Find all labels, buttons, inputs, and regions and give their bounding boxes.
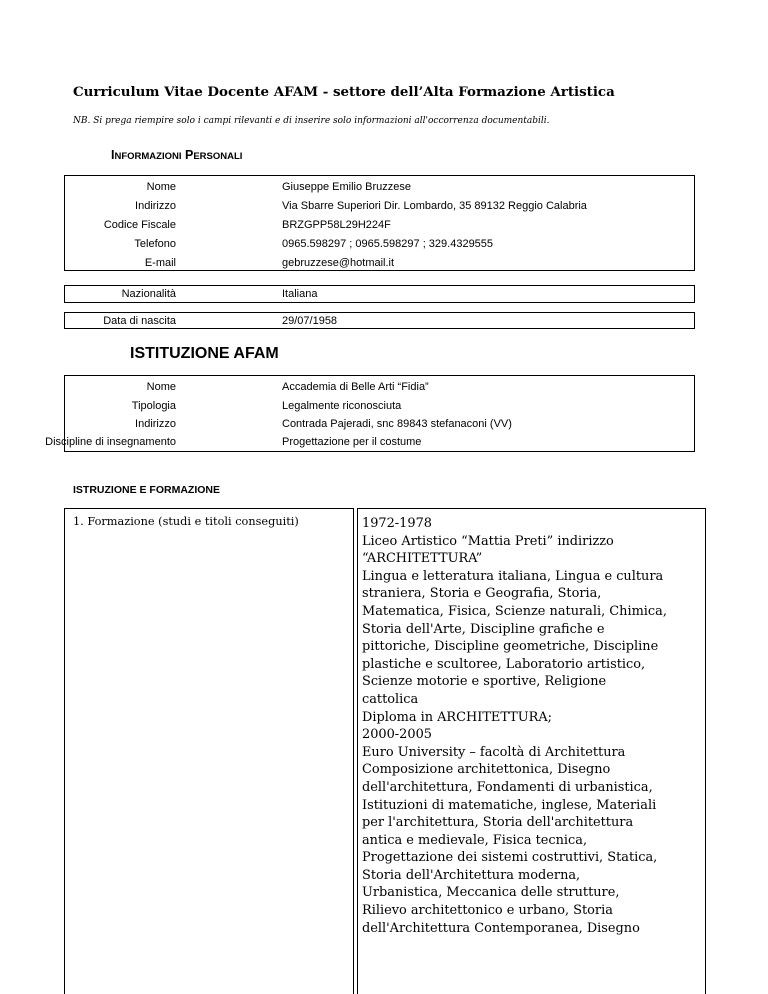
education-line: plastiche e scultoree, Laboratorio artistico, bbox=[362, 656, 646, 672]
education-line: Scienze motorie e sportive, Religione bbox=[362, 674, 607, 690]
education-line: Euro University – facoltà di Architettura bbox=[362, 744, 626, 760]
field-value: 29/07/1958 bbox=[282, 315, 338, 327]
field-value: Legalmente riconosciuta bbox=[282, 400, 402, 412]
field-value: Accademia di Belle Arti “Fidia” bbox=[282, 381, 429, 393]
education-line: 2000-2005 bbox=[362, 727, 432, 743]
field-value: Contrada Pajeradi, snc 89843 stefanaconi (VV) bbox=[282, 418, 512, 430]
field-label: Codice Fiscale bbox=[103, 219, 176, 231]
field-label: Indirizzo bbox=[135, 418, 176, 430]
education-line: Diploma in ARCHITETTURA; bbox=[362, 709, 552, 725]
education-line: dell'architettura, Fondamenti di urbanistica, bbox=[362, 779, 653, 795]
field-value: Italiana bbox=[282, 288, 318, 300]
education-line: Istituzioni di matematiche, inglese, Materiali bbox=[362, 797, 657, 813]
education-heading: ISTRUZIONE E FORMAZIONE bbox=[73, 484, 220, 496]
education-line: dell'Architettura Contemporanea, Disegno bbox=[362, 920, 640, 936]
education-label-cell bbox=[64, 508, 354, 994]
field-label: Discipline di insegnamento bbox=[45, 436, 176, 448]
field-label: Telefono bbox=[134, 238, 176, 250]
education-line: Matematica, Fisica, Scienze naturali, Chimica, bbox=[362, 603, 667, 619]
field-label: Tipologia bbox=[131, 400, 176, 412]
field-label: Nome bbox=[146, 381, 176, 393]
instructions-note: NB. Si prega riempire solo i campi rilevanti e di inserire solo informazioni all'occorrenza documentabili. bbox=[73, 116, 550, 126]
education-item-label: 1. Formazione (studi e titoli conseguiti) bbox=[73, 515, 299, 528]
afam-row-disciplines bbox=[45, 431, 694, 453]
education-line: cattolica bbox=[362, 691, 419, 707]
education-content-cell bbox=[357, 508, 706, 994]
education-text bbox=[362, 515, 702, 937]
heading-initial: P bbox=[185, 148, 194, 162]
personal-info-box bbox=[64, 175, 695, 271]
education-line: “ARCHITETTURA” bbox=[362, 551, 483, 567]
personal-info-heading bbox=[111, 148, 242, 162]
education-line: Composizione architettonica, Disegno bbox=[362, 762, 611, 778]
field-label: Data di nascita bbox=[103, 315, 176, 327]
education-line: pittoriche, Discipline geometriche, Discipline bbox=[362, 639, 659, 655]
info-row-email bbox=[65, 252, 694, 274]
field-value: gebruzzese@hotmail.it bbox=[282, 257, 395, 269]
afam-heading: ISTITUZIONE AFAM bbox=[130, 345, 279, 362]
document-title: Curriculum Vitae Docente AFAM - settore dell’Alta Formazione Artistica bbox=[73, 84, 615, 100]
heading-rest: ERSONALI bbox=[193, 151, 243, 162]
field-value: 0965.598297 ; 0965.598297 ; 329.4329555 bbox=[282, 238, 494, 250]
field-label: Nazionalità bbox=[121, 288, 176, 300]
nationality-box bbox=[64, 285, 695, 303]
education-line: Lingua e letteratura italiana, Lingua e cultura bbox=[362, 568, 664, 584]
education-line: Rilievo architettonico e urbano, Storia bbox=[362, 903, 613, 919]
field-label: E-mail bbox=[144, 257, 176, 269]
heading-rest: NFORMAZIONI bbox=[114, 151, 182, 162]
field-label: Indirizzo bbox=[135, 200, 176, 212]
education-line: Progettazione dei sistemi costruttivi, Statica, bbox=[362, 850, 658, 866]
education-line: Storia dell'Architettura moderna, bbox=[362, 867, 581, 883]
info-row-birthdate bbox=[65, 310, 694, 332]
field-value: Progettazione per il costume bbox=[282, 436, 422, 448]
field-label: Nome bbox=[146, 181, 176, 193]
education-line: Liceo Artistico “Mattia Preti” indirizzo bbox=[362, 533, 614, 549]
heading-initial: I bbox=[111, 148, 115, 162]
info-row-nationality bbox=[65, 283, 694, 305]
field-value: BRZGPP58L29H224F bbox=[282, 219, 391, 231]
education-line: per l'architettura, Storia dell'architettura bbox=[362, 815, 634, 831]
afam-box bbox=[45, 375, 695, 452]
field-value: Via Sbarre Superiori Dir. Lombardo, 35 89132 Reggio Calabria bbox=[282, 200, 587, 212]
field-value: Giuseppe Emilio Bruzzese bbox=[282, 181, 412, 193]
education-line: straniera, Storia e Geografia, Storia, bbox=[362, 586, 602, 602]
education-line: Urbanistica, Meccanica delle strutture, bbox=[362, 885, 620, 901]
birthdate-box bbox=[64, 312, 695, 329]
education-line: Storia dell'Arte, Discipline grafiche e bbox=[362, 621, 605, 637]
education-line: 1972-1978 bbox=[362, 516, 432, 531]
education-line: antica e medievale, Fisica tecnica, bbox=[362, 832, 588, 848]
